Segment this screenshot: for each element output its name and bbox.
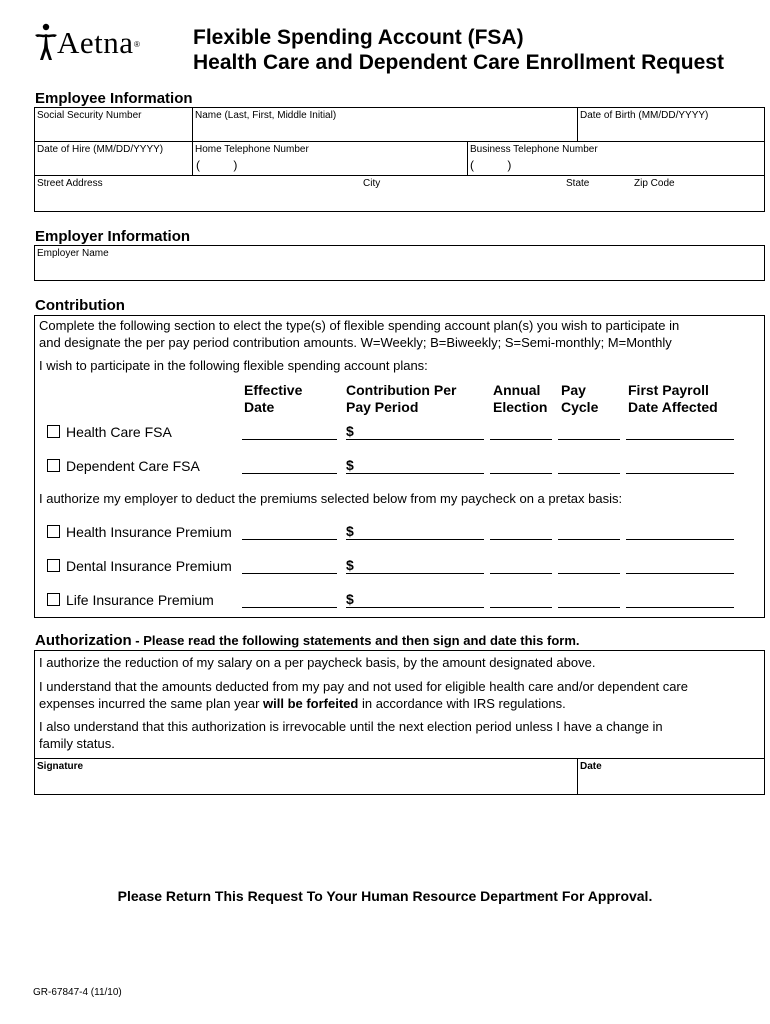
home-phone-field[interactable]: ( ): [196, 158, 238, 172]
dental-insurance-contribution-field[interactable]: [346, 573, 484, 574]
dob-field[interactable]: [579, 122, 763, 140]
state-label: State: [566, 178, 590, 189]
employer-name-field[interactable]: [36, 260, 763, 279]
dollar-sign: $: [346, 591, 354, 607]
dental-insurance-effective-date-field[interactable]: [242, 573, 337, 574]
health-insurance-effective-date-field[interactable]: [242, 539, 337, 540]
authorization-paragraph-3-line1: I also understand that this authorization is irrevocable until the next election period unless I have a change in: [39, 719, 663, 734]
ssn-label: Social Security Number: [37, 110, 142, 121]
divider: [34, 141, 765, 142]
address-field[interactable]: [36, 190, 763, 210]
life-insurance-premium-label: Life Insurance Premium: [66, 592, 214, 608]
form-title-line2: Health Care and Dependent Care Enrollment Request: [193, 51, 724, 74]
return-instructions: Please Return This Request To Your Human Resource Department For Approval.: [117, 888, 653, 904]
dental-insurance-premium-label: Dental Insurance Premium: [66, 558, 232, 574]
street-address-label: Street Address: [37, 178, 103, 189]
authorization-heading: Authorization: [35, 632, 132, 649]
col-pay-cycle: Pay Cycle: [561, 382, 599, 415]
dollar-sign: $: [346, 557, 354, 573]
divider: [467, 141, 468, 175]
col-annual-election: Annual Election: [493, 382, 548, 415]
authorize-deduction-text: I authorize my employer to deduct the premiums selected below from my paycheck on a pretax basis:: [39, 491, 623, 506]
authorization-paragraph-3-line2: family status.: [39, 736, 115, 751]
dependent-care-fsa-contribution-field[interactable]: [346, 473, 484, 474]
home-phone-label: Home Telephone Number: [195, 144, 309, 155]
health-care-fsa-first-payroll-field[interactable]: [626, 439, 734, 440]
health-insurance-premium-label: Health Insurance Premium: [66, 524, 232, 540]
signature-field[interactable]: [36, 773, 575, 793]
dependent-care-fsa-first-payroll-field[interactable]: [626, 473, 734, 474]
dependent-care-fsa-effective-date-field[interactable]: [242, 473, 337, 474]
life-insurance-contribution-field[interactable]: [346, 607, 484, 608]
dependent-care-fsa-label: Dependent Care FSA: [66, 458, 200, 474]
business-phone-field[interactable]: ( ): [470, 158, 512, 172]
health-care-fsa-pay-cycle-field[interactable]: [558, 439, 620, 440]
health-insurance-contribution-field[interactable]: [346, 539, 484, 540]
divider: [192, 107, 193, 175]
dental-insurance-annual-election-field[interactable]: [490, 573, 552, 574]
date-field[interactable]: [579, 773, 763, 793]
col-first-payroll-date: First Payroll Date Affected: [628, 382, 718, 415]
dollar-sign: $: [346, 523, 354, 539]
dependent-care-fsa-pay-cycle-field[interactable]: [558, 473, 620, 474]
dob-label: Date of Birth (MM/DD/YYYY): [580, 110, 709, 121]
aetna-logo: [33, 22, 143, 62]
zip-code-label: Zip Code: [634, 178, 675, 189]
life-insurance-pay-cycle-field[interactable]: [558, 607, 620, 608]
authorization-paragraph-2-line1: I understand that the amounts deducted from my pay and not used for eligible health care and/or dependent care: [39, 679, 688, 694]
health-insurance-premium-checkbox[interactable]: [47, 525, 60, 538]
city-label: City: [363, 178, 381, 189]
signature-label: Signature: [37, 761, 84, 772]
health-insurance-pay-cycle-field[interactable]: [558, 539, 620, 540]
authorization-heading-row: [35, 632, 580, 650]
health-care-fsa-checkbox[interactable]: [47, 425, 60, 438]
dental-insurance-pay-cycle-field[interactable]: [558, 573, 620, 574]
col-contribution-per-pay-period: Contribution Per Pay Period: [346, 382, 457, 415]
authorization-paragraph-1: I authorize the reduction of my salary on a per paycheck basis, by the amount designated above.: [39, 655, 596, 670]
health-insurance-first-payroll-field[interactable]: [626, 539, 734, 540]
divider: [577, 107, 578, 141]
health-care-fsa-contribution-field[interactable]: [346, 439, 484, 440]
hire-date-label: Date of Hire (MM/DD/YYYY): [37, 144, 164, 155]
dental-insurance-first-payroll-field[interactable]: [626, 573, 734, 574]
aetna-figure-icon: [33, 22, 59, 62]
employee-information-heading: Employee Information: [35, 90, 193, 107]
date-label: Date: [580, 761, 602, 772]
business-phone-label: Business Telephone Number: [470, 144, 598, 155]
dental-insurance-premium-checkbox[interactable]: [47, 559, 60, 572]
contribution-intro-line1: Complete the following section to elect the type(s) of flexible spending account plan(s) you wish to participate in: [39, 318, 680, 333]
name-field[interactable]: [194, 122, 575, 140]
participate-text: I wish to participate in the following flexible spending account plans:: [39, 358, 428, 373]
hire-date-field[interactable]: [36, 156, 190, 174]
divider: [577, 758, 578, 795]
health-care-fsa-annual-election-field[interactable]: [490, 439, 552, 440]
employer-information-heading: Employer Information: [35, 228, 191, 245]
life-insurance-first-payroll-field[interactable]: [626, 607, 734, 608]
ssn-field[interactable]: [36, 122, 190, 140]
form-title-line1: Flexible Spending Account (FSA): [193, 26, 524, 49]
employer-name-label: Employer Name: [37, 248, 109, 259]
authorization-paragraph-2-line2: expenses incurred the same plan year will be forfeited in accordance with IRS regulations.: [39, 696, 566, 711]
life-insurance-premium-checkbox[interactable]: [47, 593, 60, 606]
health-insurance-annual-election-field[interactable]: [490, 539, 552, 540]
health-care-fsa-effective-date-field[interactable]: [242, 439, 337, 440]
contribution-heading: Contribution: [35, 297, 125, 314]
contribution-intro-line2: and designate the per pay period contribution amounts. W=Weekly; B=Biweekly; S=Semi-monthly; M=Monthly: [39, 335, 672, 350]
col-effective-date: Effective Date: [244, 382, 303, 415]
dependent-care-fsa-annual-election-field[interactable]: [490, 473, 552, 474]
dollar-sign: $: [346, 423, 354, 439]
divider: [34, 175, 765, 176]
life-insurance-effective-date-field[interactable]: [242, 607, 337, 608]
name-label: Name (Last, First, Middle Initial): [195, 110, 337, 121]
form-id: GR-67847-4 (11/10): [33, 987, 122, 998]
logo-wordmark: Aetna: [57, 25, 134, 60]
dollar-sign: $: [346, 457, 354, 473]
divider: [34, 758, 765, 759]
life-insurance-annual-election-field[interactable]: [490, 607, 552, 608]
authorization-heading-note: - Please read the following statements and then sign and date this form.: [131, 633, 580, 648]
health-care-fsa-label: Health Care FSA: [66, 424, 172, 440]
registered-mark: ®: [134, 40, 140, 49]
dependent-care-fsa-checkbox[interactable]: [47, 459, 60, 472]
